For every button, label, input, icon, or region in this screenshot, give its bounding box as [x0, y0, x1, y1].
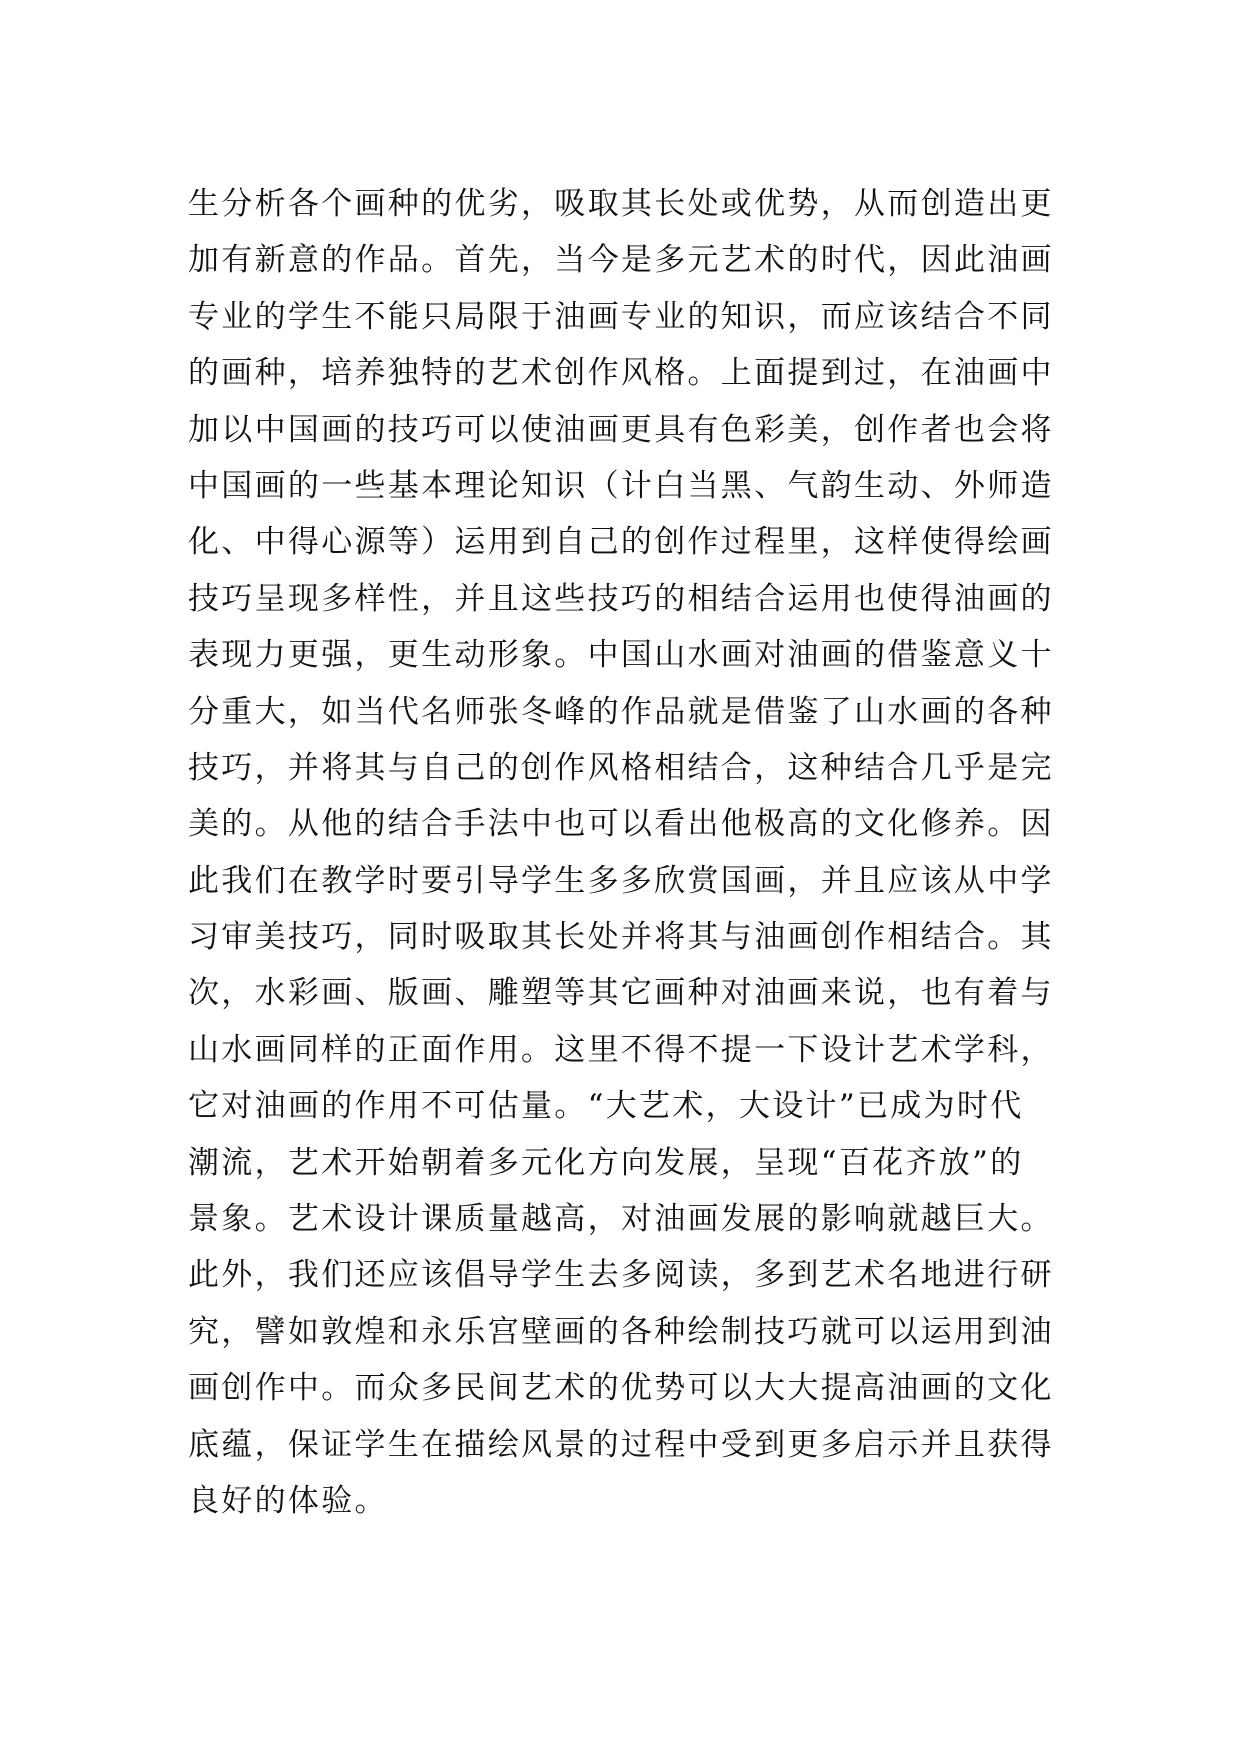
text-line: 此外，我们还应该倡导学生去多阅读，多到艺术名地进行研: [188, 1257, 1054, 1294]
text-line: 生分析各个画种的优劣，吸取其长处或优势，从而创造出更: [188, 186, 1054, 222]
text-line: 表现力更强，更生动形象。中国山水画对油画的借鉴意义十: [188, 637, 1054, 674]
text-line: 山水画同样的正面作用。这里不得不提一下设计艺术学科，: [188, 1031, 1054, 1068]
text-line: 美的。从他的结合手法中也可以看出他极高的文化修养。因: [188, 806, 1054, 843]
text-line: 良好的体验。: [188, 1482, 388, 1519]
text-line: 的画种，培养独特的艺术创作风格。上面提到过，在油画中: [188, 355, 1054, 392]
text-line: 究，譬如敦煌和永乐宫壁画的各种绘制技巧就可以运用到油: [188, 1313, 1054, 1350]
text-line: 加以中国画的技巧可以使油画更具有色彩美，创作者也会将: [188, 411, 1054, 448]
text-line: 中国画的一些基本理论知识（计白当黑、气韵生动、外师造: [188, 467, 1054, 504]
text-line: 习审美技巧，同时吸取其长处并将其与油画创作相结合。其: [188, 919, 1054, 956]
text-line: 潮流，艺术开始朝着多元化方向发展，呈现“百花齐放”的: [188, 1144, 1024, 1181]
text-line: 分重大，如当代名师张冬峰的作品就是借鉴了山水画的各种: [188, 693, 1054, 730]
text-line: 技巧，并将其与自己的创作风格相结合，这种结合几乎是完: [188, 749, 1054, 786]
text-line: 次，水彩画、版画、雕塑等其它画种对油画来说，也有着与: [188, 975, 1054, 1012]
text-line: 它对油画的作用不可估量。“大艺术，大设计”已成为时代: [188, 1088, 1024, 1125]
text-line: 加有新意的作品。首先，当今是多元艺术的时代，因此油画: [188, 242, 1054, 279]
text-line: 景象。艺术设计课质量越高，对油画发展的影响就越巨大。: [188, 1201, 1054, 1238]
text-line: 专业的学生不能只局限于油画专业的知识，而应该结合不同: [188, 298, 1054, 335]
text-line: 画创作中。而众多民间艺术的优势可以大大提高油画的文化: [188, 1370, 1054, 1407]
text-line: 此我们在教学时要引导学生多多欣赏国画，并且应该从中学: [188, 862, 1054, 899]
body-paragraph: [188, 176, 1068, 1529]
text-line: 化、中得心源等）运用到自己的创作过程里，这样使得绘画: [188, 524, 1054, 561]
text-line: 技巧呈现多样性，并且这些技巧的相结合运用也使得油画的: [188, 580, 1054, 617]
text-line: 底蕴，保证学生在描绘风景的过程中受到更多启示并且获得: [188, 1426, 1054, 1463]
